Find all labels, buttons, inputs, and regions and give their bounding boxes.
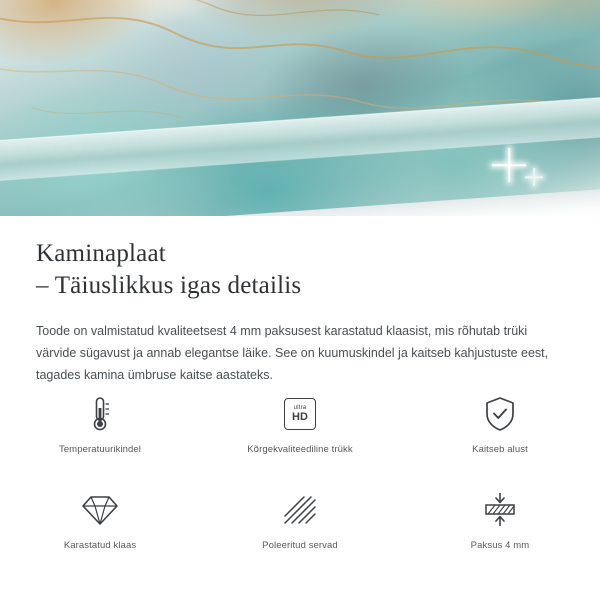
feature-high-quality-print <box>200 392 400 470</box>
thickness-icon <box>481 488 519 532</box>
feature-tempered-glass <box>0 488 200 566</box>
page-title <box>0 216 600 302</box>
title-line-1: Kaminaplaat <box>36 240 166 267</box>
product-description: Toode on valmistatud kvaliteetsest 4 mm paksusest karastatud klaasist, mis rõhutab trüki värvide sügavust ja annab elegantse läike. See on kuumuskindel ja kaitseb kahjustuste eest, tagades kamina ümbruse kaitse aastateks. <box>36 324 549 382</box>
feature-label: Kõrgekvaliteediline trükk <box>247 444 353 455</box>
hero-image <box>0 0 600 216</box>
feature-label: Poleeritud servad <box>262 540 338 551</box>
thermometer-icon <box>84 392 116 436</box>
shield-check-icon <box>483 392 517 436</box>
ultra-hd-badge-top: ultra <box>293 405 307 411</box>
feature-label: Paksus 4 mm <box>470 540 530 551</box>
feature-temperature-resistant <box>0 392 200 470</box>
feature-label: Kaitseb alust <box>472 444 528 455</box>
feature-grid <box>0 392 600 566</box>
ultra-hd-icon <box>284 392 316 436</box>
content-block <box>0 216 600 386</box>
title-line-2: – Täiuslikkus igas detailis <box>36 272 302 299</box>
ultra-hd-badge-bottom: HD <box>292 411 308 423</box>
feature-label: Temperatuurikindel <box>58 444 142 455</box>
feature-polished-edges <box>200 488 400 566</box>
diamond-icon <box>81 488 119 532</box>
feature-protects-surface <box>400 392 600 470</box>
polished-edges-icon <box>281 488 319 532</box>
feature-thickness <box>400 488 600 566</box>
feature-label: Karastatud klaas <box>63 540 137 551</box>
